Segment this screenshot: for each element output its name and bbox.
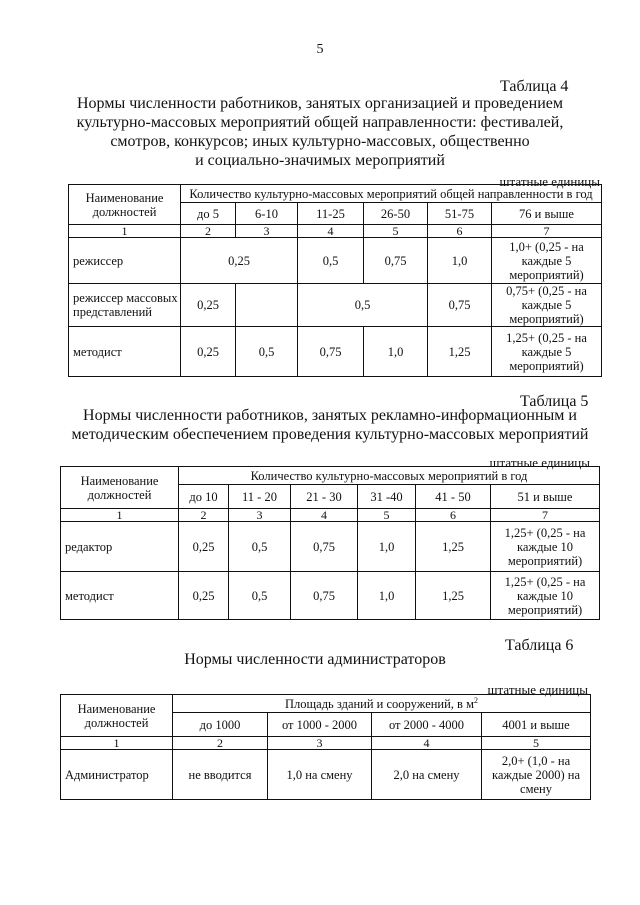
row-name: режиссер — [69, 238, 181, 284]
table4-col-number: 3 — [236, 225, 298, 238]
table-row — [61, 522, 600, 572]
cell-value: 1,25+ (0,25 - на каждые 10 мероприятий) — [491, 522, 600, 572]
table6-units: штатные единицы — [487, 682, 588, 697]
table-row — [61, 750, 591, 800]
table5-col-number: 2 — [179, 509, 229, 522]
cell-value: 1,25 — [416, 522, 491, 572]
table6 — [60, 694, 591, 800]
table6-col-number: 1 — [61, 737, 173, 750]
table4-range-header: 51-75 — [428, 203, 492, 225]
table4-title — [60, 94, 580, 170]
cell-value: 2,0+ (1,0 - на каждые 2000) на смену — [482, 750, 591, 800]
table6-range-header: 4001 и выше — [482, 713, 591, 737]
table5-col-number: 6 — [416, 509, 491, 522]
cell-value: не вводится — [173, 750, 268, 800]
table5-col-number: 1 — [61, 509, 179, 522]
table6-col-number: 2 — [173, 737, 268, 750]
cell-value: 2,0 на смену — [372, 750, 482, 800]
table6-header-group-sup: 2 — [474, 695, 478, 705]
table4-range-header: 76 и выше — [492, 203, 602, 225]
table5-units: штатные единицы — [489, 455, 590, 470]
table5-range-header: до 10 — [179, 485, 229, 509]
table6-col-number: 3 — [268, 737, 372, 750]
cell-value: 1,25 — [428, 327, 492, 377]
table5-col-number: 7 — [491, 509, 600, 522]
table5-range-header: 21 - 30 — [291, 485, 358, 509]
cell-value: 0,75 — [298, 327, 364, 377]
table4-units: штатные единицы — [499, 174, 600, 189]
row-name: методист — [69, 327, 181, 377]
table-row — [61, 572, 600, 620]
table5 — [60, 466, 600, 620]
cell-value: 0,25 — [179, 572, 229, 620]
row-name: методист — [61, 572, 179, 620]
table4 — [68, 184, 602, 377]
table6-range-header: от 1000 - 2000 — [268, 713, 372, 737]
table4-col-number: 4 — [298, 225, 364, 238]
cell-value: 0,75 — [291, 522, 358, 572]
table6-header-group-text: Площадь зданий и сооружений, в м — [285, 696, 474, 711]
table5-col-number: 3 — [229, 509, 291, 522]
table5-header-group: Количество культурно-массовых мероприятий в год — [179, 467, 600, 485]
table6-header-position: Наименование должностей — [61, 695, 173, 737]
table4-header-group: Количество культурно-массовых мероприятий общей направленности в год — [181, 185, 602, 203]
row-name: режиссер массовых представлений — [69, 284, 181, 327]
table4-col-number: 1 — [69, 225, 181, 238]
cell-value: 1,0+ (0,25 - на каждые 5 мероприятий) — [492, 238, 602, 284]
cell-value: 1,0 на смену — [268, 750, 372, 800]
cell-value: 1,25+ (0,25 - на каждые 5 мероприятий) — [492, 327, 602, 377]
table6-range-header: до 1000 — [173, 713, 268, 737]
table4-col-number: 2 — [181, 225, 236, 238]
cell-value: 0,75 — [364, 238, 428, 284]
table5-range-header: 11 - 20 — [229, 485, 291, 509]
table5-col-number: 4 — [291, 509, 358, 522]
row-name: Администратор — [61, 750, 173, 800]
table5-range-header: 31 -40 — [358, 485, 416, 509]
table-row — [69, 284, 602, 327]
cell-value: 1,25 — [416, 572, 491, 620]
table4-col-number: 5 — [364, 225, 428, 238]
table6-caption: Таблица 6 — [505, 637, 574, 654]
table6-range-header: от 2000 - 4000 — [372, 713, 482, 737]
cell-value: 0,25 — [181, 284, 236, 327]
cell-value: 0,5 — [236, 327, 298, 377]
cell-value: 0,75 — [291, 572, 358, 620]
table5-title-line: Нормы численности работников, занятых рекламно-информационным и — [83, 407, 577, 424]
cell-value: 0,5 — [298, 238, 364, 284]
table4-header-position: Наименование должностей — [69, 185, 181, 225]
cell-value: 0,75+ (0,25 - на каждые 5 мероприятий) — [492, 284, 602, 327]
cell-value: 0,25 — [181, 238, 298, 284]
table4-range-header: до 5 — [181, 203, 236, 225]
cell-value: 0,5 — [229, 522, 291, 572]
table4-title-line: и социально-значимых мероприятий — [195, 152, 445, 169]
cell-value: 0,5 — [298, 284, 428, 327]
table4-col-number: 6 — [428, 225, 492, 238]
cell-value: 1,0 — [358, 522, 416, 572]
table4-title-line: культурно-массовых мероприятий общей направленности: фестивалей, — [76, 114, 564, 131]
cell-value: 1,25+ (0,25 - на каждые 10 мероприятий) — [491, 572, 600, 620]
table4-title-line: Нормы численности работников, занятых организацией и проведением — [77, 95, 563, 112]
cell-value: 0,25 — [181, 327, 236, 377]
page-number: 5 — [316, 42, 324, 57]
table6-title: Нормы численности администраторов — [184, 651, 446, 668]
cell-value: 0,5 — [229, 572, 291, 620]
table6-col-number: 4 — [372, 737, 482, 750]
cell-value: 1,0 — [358, 572, 416, 620]
table-row — [69, 327, 602, 377]
cell-value: 0,75 — [428, 284, 492, 327]
table4-col-number: 7 — [492, 225, 602, 238]
table5-range-header: 51 и выше — [491, 485, 600, 509]
table4-caption: Таблица 4 — [500, 78, 569, 95]
row-name: редактор — [61, 522, 179, 572]
cell-empty — [236, 284, 298, 327]
cell-value: 0,25 — [179, 522, 229, 572]
table5-title — [60, 406, 600, 444]
table4-range-header: 26-50 — [364, 203, 428, 225]
cell-value: 1,0 — [364, 327, 428, 377]
table5-header-position: Наименование должностей — [61, 467, 179, 509]
table5-title-line: методическим обеспечением проведения культурно-массовых мероприятий — [71, 426, 589, 443]
table4-range-header: 6-10 — [236, 203, 298, 225]
table6-header-group — [173, 695, 591, 713]
table5-range-header: 41 - 50 — [416, 485, 491, 509]
cell-value: 1,0 — [428, 238, 492, 284]
table4-range-header: 11-25 — [298, 203, 364, 225]
table5-col-number: 5 — [358, 509, 416, 522]
table5-caption: Таблица 5 — [520, 393, 589, 410]
table4-title-line: смотров, конкурсов; иных культурно-массовых, общественно — [110, 133, 530, 150]
table-row — [69, 238, 602, 284]
table6-col-number: 5 — [482, 737, 591, 750]
